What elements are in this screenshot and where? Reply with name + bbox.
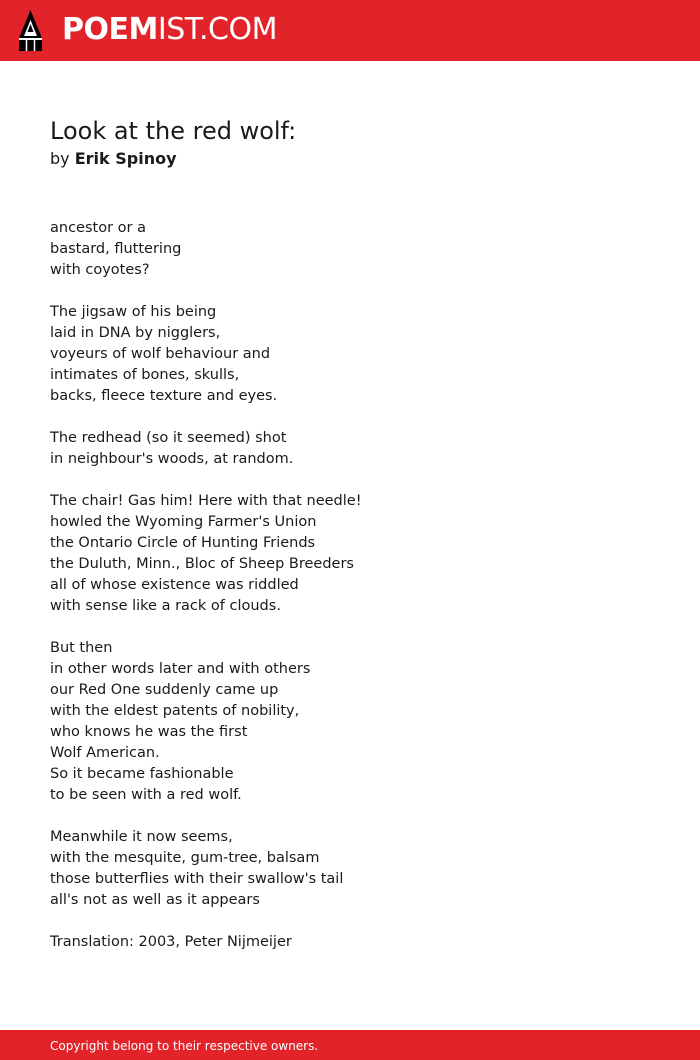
- poem-line: But then: [50, 640, 113, 656]
- pencil-icon[interactable]: [18, 10, 43, 51]
- byline: [50, 148, 177, 170]
- stanza: [50, 827, 650, 911]
- site-header: [0, 0, 700, 61]
- poem-line: The redhead (so it seemed) shot: [50, 430, 287, 446]
- poem-line: with coyotes?: [50, 262, 150, 278]
- stanza: [50, 638, 650, 806]
- poem-line: all of whose existence was riddled: [50, 577, 299, 593]
- poem-line: voyeurs of wolf behaviour and: [50, 346, 271, 362]
- poem-line: all's not as well as it appears: [50, 892, 260, 908]
- copyright-notice: Copyright belong to their respective owners.: [50, 1039, 319, 1053]
- poem-line: Wolf American.: [50, 745, 160, 761]
- poem-line: the Ontario Circle of Hunting Friends: [50, 535, 316, 551]
- poem-line: with the mesquite, gum-tree, balsam: [50, 850, 320, 866]
- poem-line: The jigsaw of his being: [50, 304, 217, 320]
- by-label: by: [50, 149, 70, 168]
- site-logo[interactable]: [62, 12, 277, 48]
- poem-line: who knows he was the first: [50, 724, 248, 740]
- author-name[interactable]: Erik Spinoy: [74, 149, 177, 168]
- poem-line: laid in DNA by nigglers,: [50, 325, 221, 341]
- site-footer: [0, 1030, 700, 1060]
- stanza: [50, 491, 650, 617]
- poem-line: the Duluth, Minn., Bloc of Sheep Breeders: [50, 556, 354, 572]
- poem-body: [50, 218, 650, 953]
- poem-line: to be seen with a red wolf.: [50, 787, 242, 803]
- stanza: [50, 302, 650, 407]
- logo-bold-text: POEM: [62, 12, 158, 47]
- logo-light-text: IST.COM: [157, 12, 277, 47]
- poem-line: in neighbour's woods, at random.: [50, 451, 294, 467]
- poem-line: backs, fleece texture and eyes.: [50, 388, 278, 404]
- stanza: [50, 428, 650, 470]
- stanza: [50, 218, 650, 281]
- poem-line: our Red One suddenly came up: [50, 682, 279, 698]
- poem-line: in other words later and with others: [50, 661, 311, 677]
- poem-line: ancestor or a: [50, 220, 146, 236]
- poem-line: with sense like a rack of clouds.: [50, 598, 281, 614]
- poem-line: those butterflies with their swallow's tail: [50, 871, 344, 887]
- poem-line: howled the Wyoming Farmer's Union: [50, 514, 317, 530]
- poem-line: with the eldest patents of nobility,: [50, 703, 300, 719]
- poem-title: Look at the red wolf:: [50, 117, 297, 145]
- poem-line: So it became fashionable: [50, 766, 234, 782]
- translation-credit: Translation: 2003, Peter Nijmeijer: [50, 934, 292, 950]
- poem-line: The chair! Gas him! Here with that needle!: [50, 493, 362, 509]
- poem-line: intimates of bones, skulls,: [50, 367, 240, 383]
- poem-line: bastard, fluttering: [50, 241, 182, 257]
- poem-line: Meanwhile it now seems,: [50, 829, 233, 845]
